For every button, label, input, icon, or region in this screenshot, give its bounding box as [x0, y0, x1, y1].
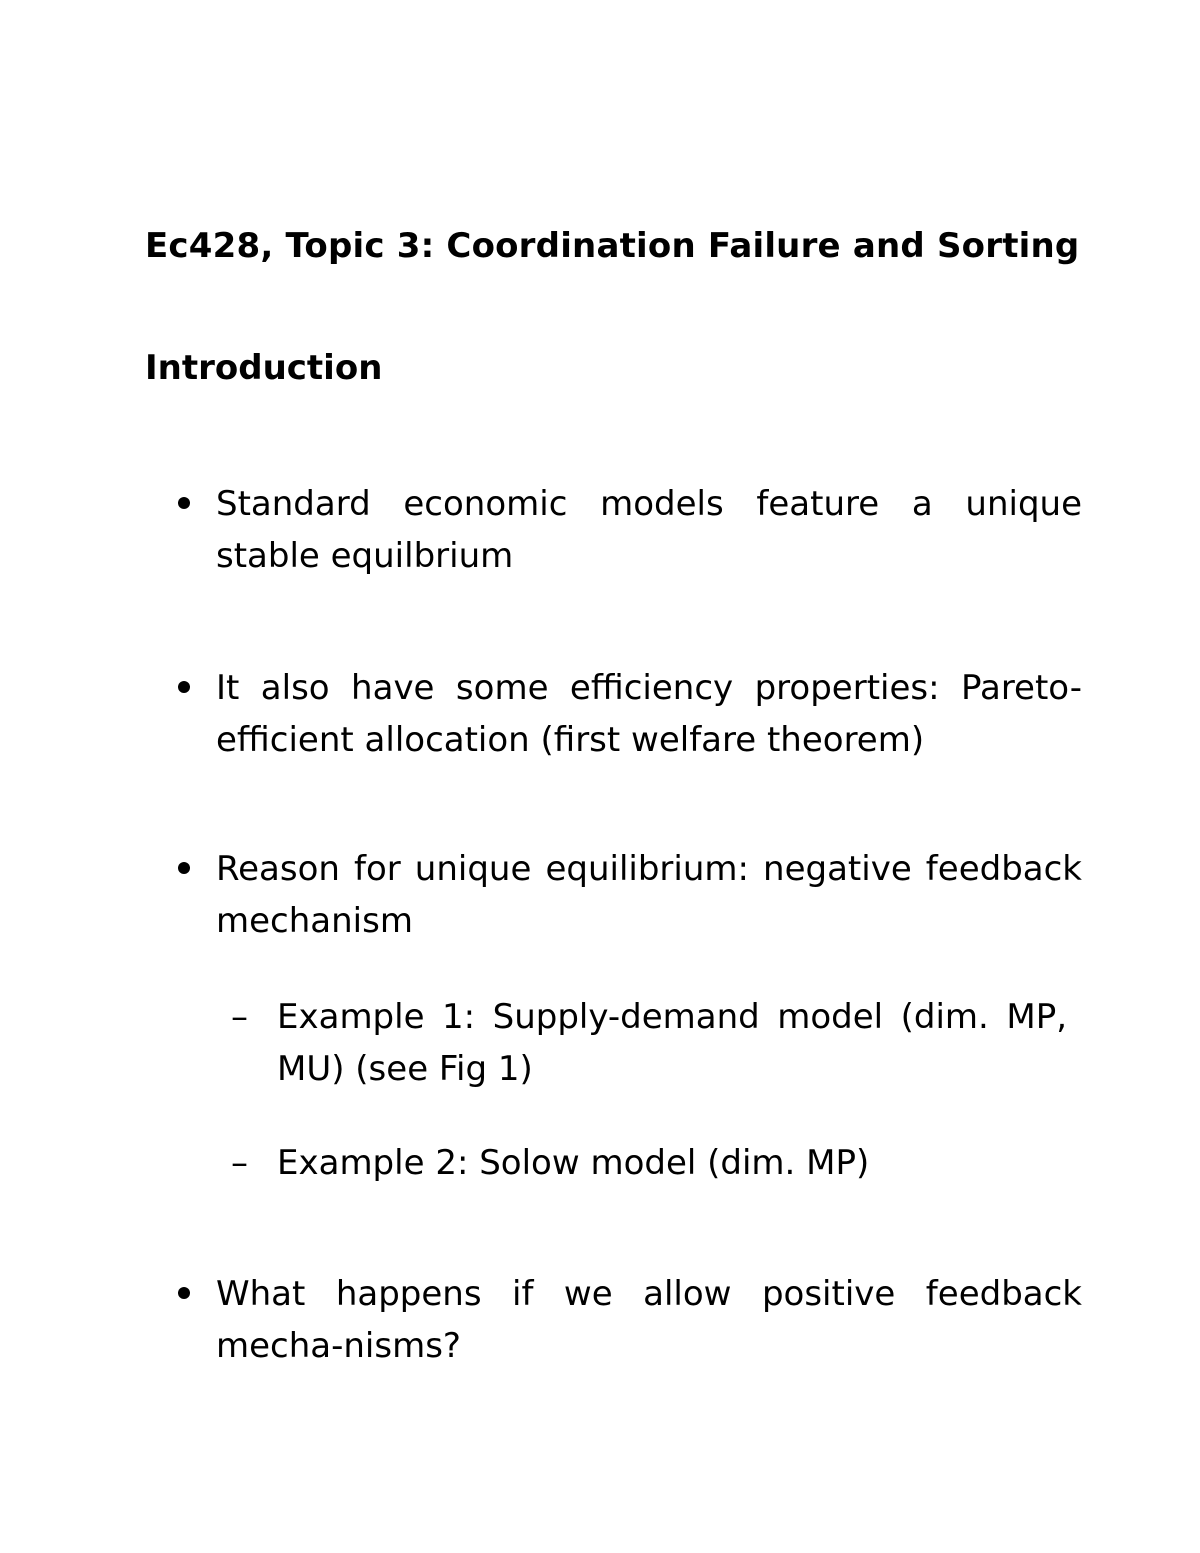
bullet-icon	[178, 862, 190, 874]
bullet-icon	[178, 681, 190, 693]
bullet-text: Reason for unique equilibrium: negative feedback mechanism	[216, 849, 1082, 941]
dash-marker: –	[231, 1143, 248, 1183]
sub-bullet-text: Example 1: Supply-demand model (dim. MP, MU) (see Fig 1)	[277, 997, 1067, 1089]
dash-marker: –	[231, 997, 248, 1037]
bullet-icon	[178, 497, 190, 509]
bullet-text: What happens if we allow positive feedback mecha-nisms?	[216, 1274, 1082, 1366]
bullet-text: Standard economic models feature a unique stable equilbrium	[216, 484, 1082, 576]
document-title: Ec428, Topic 3: Coordination Failure and Sorting	[145, 226, 1080, 266]
bullet-text: It also have some efficiency properties: Pareto-efficient allocation (first welfare theorem)	[216, 668, 1082, 760]
sub-bullet-text: Example 2: Solow model (dim. MP)	[277, 1143, 870, 1183]
section-heading: Introduction	[145, 348, 383, 388]
bullet-icon	[178, 1287, 190, 1299]
